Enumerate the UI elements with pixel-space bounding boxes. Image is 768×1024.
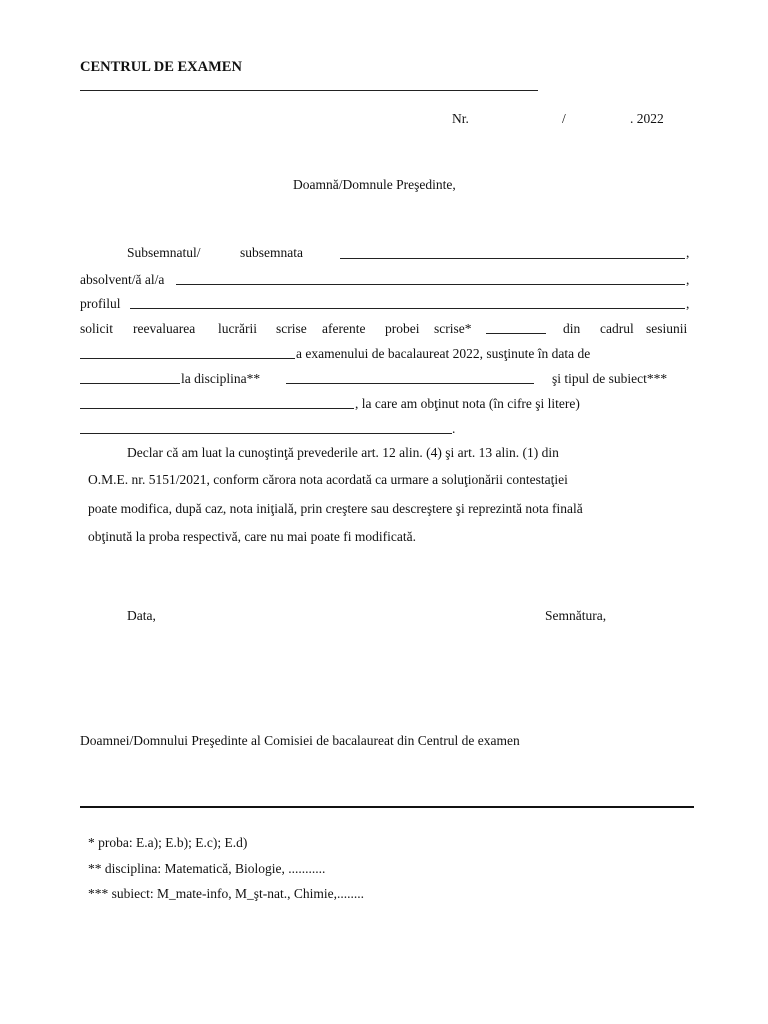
declaration-line3: poate modifica, după caz, nota iniţială, prin creştere sau descreştere şi reprezintă nota finală: [88, 501, 583, 516]
date-label: Data,: [127, 608, 156, 623]
form-line1-b: subsemnata: [240, 245, 303, 260]
form-line4-e: aferente: [322, 321, 366, 336]
form-line4-b: reevaluarea: [133, 321, 196, 336]
form-line2-comma: ,: [686, 272, 690, 287]
subject-type-fill-line: [80, 408, 354, 409]
form-line4-h: din: [563, 321, 581, 336]
footnote-separator: [80, 806, 694, 808]
graduate-fill-line: [176, 284, 685, 285]
footnote-subject: *** subiect: M_mate-info, M_şt-nat., Chimie,........: [88, 886, 364, 901]
registration-number-label: Nr.: [452, 111, 469, 126]
form-line4-c: lucrării: [218, 321, 257, 336]
subject-fill-line: [286, 383, 534, 384]
registration-number-slash: /: [562, 111, 566, 126]
declaration-line4: obţinută la proba respectivă, care nu mai poate fi modificată.: [88, 529, 416, 544]
form-line7: , la care am obţinut nota (în cifre şi litere): [355, 396, 580, 411]
form-line6-b: şi tipul de subiect***: [552, 371, 668, 386]
form-line4-j: sesiunii: [646, 321, 688, 336]
form-line1-comma: ,: [686, 245, 690, 260]
form-line3-label: profilul: [80, 296, 121, 311]
exam-center-fill-line: [80, 90, 538, 91]
form-line1-a: Subsemnatul/: [127, 245, 201, 260]
profile-fill-line: [130, 308, 685, 309]
grade-fill-line: [80, 433, 452, 434]
form-line4-d: scrise: [276, 321, 307, 336]
date-fill-line: [80, 383, 180, 384]
signature-label: Semnătura,: [545, 608, 607, 623]
registration-year: . 2022: [630, 111, 664, 126]
form-line5: a examenului de bacalaureat 2022, susţinute în data de: [296, 346, 591, 361]
form-line3-comma: ,: [686, 296, 690, 311]
form-line2-label: absolvent/ă al/a: [80, 272, 165, 287]
form-line4-f: probei: [385, 321, 420, 336]
name-fill-line: [340, 258, 685, 259]
form-line6-a: la disciplina**: [181, 371, 261, 386]
declaration-line1: Declar că am luat la cunoştinţă prevederile art. 12 alin. (4) şi art. 13 alin. (1) din: [127, 445, 559, 460]
footnote-discipline: ** disciplina: Matematică, Biologie, ...........: [88, 861, 326, 876]
form-line4-g: scrise*: [434, 321, 472, 336]
form-line4-i: cadrul: [600, 321, 634, 336]
footnote-exam-test: * proba: E.a); E.b); E.c); E.d): [88, 835, 248, 850]
session-fill-line: [80, 358, 295, 359]
exam-test-fill-line: [486, 333, 546, 334]
exam-center-label: CENTRUL DE EXAMEN: [80, 59, 242, 75]
salutation: Doamnă/Domnule Preşedinte,: [293, 177, 456, 192]
declaration-line2: O.M.E. nr. 5151/2021, conform cărora nota acordată ca urmare a soluţionării contestaţiei: [88, 472, 568, 487]
form-line4-a: solicit: [80, 321, 113, 336]
addressee: Doamnei/Domnului Preşedinte al Comisiei de bacalaureat din Centrul de examen: [80, 733, 520, 748]
form-line8-end: .: [452, 421, 456, 436]
